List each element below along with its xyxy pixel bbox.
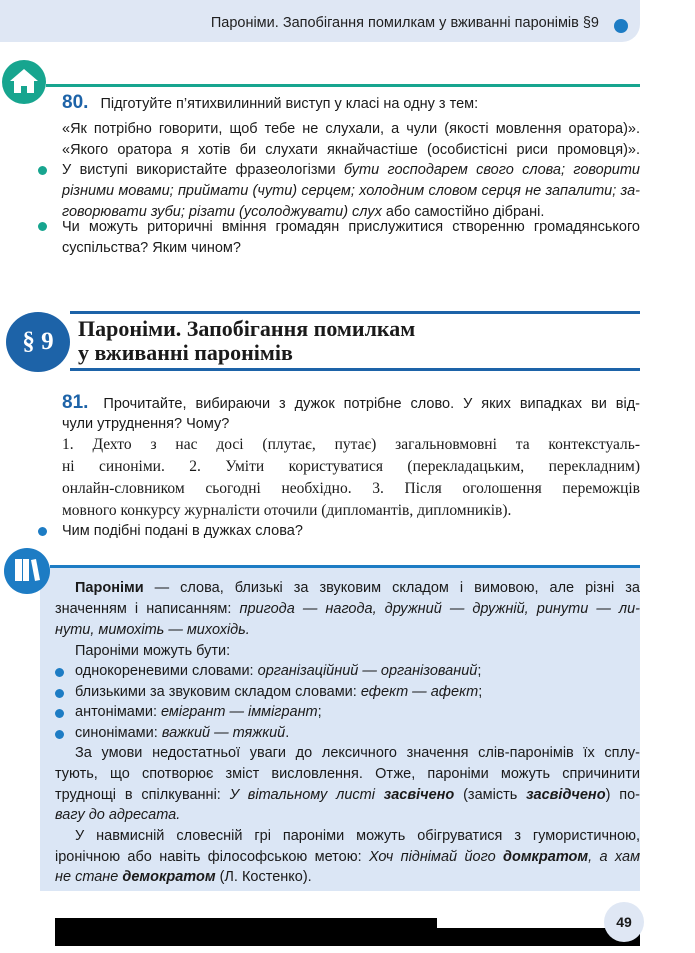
exercise-81-text-line-3: онлайн-словником сьогодні необхідно. 3. Після оголошення переможців bbox=[62, 480, 640, 497]
bullet-icon bbox=[38, 527, 47, 536]
theory-list-item: синонімами: важкий — тяжкий. bbox=[75, 725, 290, 741]
header-dot-icon bbox=[614, 19, 628, 33]
footer-bar bbox=[55, 918, 437, 946]
theory-p3-line-2: іронічною або навіть філософською метою: Хоч піднімай його домкратом, а хам bbox=[55, 849, 641, 865]
exercise-80-bullet-1-line-1: У виступі використайте фразеологізми бути господарем свого слова; говорити bbox=[62, 162, 640, 178]
exercise-number: 81. bbox=[62, 392, 89, 413]
section-rule-bottom bbox=[70, 368, 640, 371]
bullet-icon bbox=[55, 668, 64, 677]
home-icon bbox=[2, 60, 46, 104]
theory-p3-line-1: У навмисній словесній грі пароніми можуть обігруватися з гумористичною, bbox=[75, 828, 640, 844]
section-title bbox=[78, 317, 415, 365]
theory-definition-line-3: нути, мимохіть — михохідь. bbox=[55, 622, 250, 638]
exercise-number: 80. bbox=[62, 92, 89, 113]
theory-p3-line-3: не стане демократом (Л. Костенко). bbox=[55, 869, 312, 885]
page-number: 49 bbox=[604, 902, 644, 942]
exercise-81-header: 81. Прочитайте, вибираючи з дужок потрібне слово. У яких випадках ви від- bbox=[62, 392, 640, 413]
theory-p2-line-2: тують, що спотворює зміст висловлення. Отже, пароніми можуть спричинити bbox=[55, 766, 640, 782]
theory-p2-line-3: труднощі в спілкуванні: У вітальному листі засвічено (замість засвідчено) по- bbox=[55, 787, 640, 803]
theory-p2-line-1: За умови недостатньої уваги до лексичного значення слів-паронімів їх сплу- bbox=[75, 745, 640, 761]
theory-definition-line-1: Пароніми — слова, близькі за звуковим складом і вимовою, але різні за bbox=[75, 580, 640, 596]
exercise-80-bullet-1-line-2: різними мовами; приймати (чути) серцем; холодним словом серця не запалити; за- bbox=[62, 183, 640, 199]
exercise-80-bullet-2-line-2: суспільства? Яким чином? bbox=[62, 240, 241, 256]
bullet-icon bbox=[55, 689, 64, 698]
bullet-icon bbox=[38, 222, 47, 231]
section-title-line-1: Пароніми. Запобігання помилкам bbox=[78, 316, 416, 341]
exercise-81-text-line-1: 1. Дехто з нас досі (плутає, путає) загальновмовні та контекстуаль- bbox=[62, 436, 640, 453]
theory-list-item: близькими за звуковим складом словами: ефект — афект; bbox=[75, 684, 483, 700]
exercise-80-topic-2: «Якого оратора я хотів би слухати якнайчастіше (особистісні риси промовця)». bbox=[62, 142, 640, 158]
theory-definition-line-2: значенням і написанням: пригода — нагода, дружний — дружній, ринути — ли- bbox=[55, 601, 640, 617]
exercise-81-task-line-2: чули утруднення? Чому? bbox=[62, 416, 230, 432]
theory-can-be: Пароніми можуть бути: bbox=[75, 643, 231, 659]
bullet-icon bbox=[38, 166, 47, 175]
exercise-81-question: Чим подібні подані в дужках слова? bbox=[62, 523, 303, 539]
exercise-80-header bbox=[62, 92, 640, 115]
exercise-81-text-line-4: мовного конкурсу журналісти оточили (дипломантів, дипломників). bbox=[62, 502, 512, 519]
exercise-81-text-line-2: ні синоніми. 2. Уміти користуватися (перекладацьким, перекладним) bbox=[62, 458, 640, 475]
exercise-80-bullet-1-line-3: говорювати зуби; різати (усолоджувати) слух або самостійно дібрані. bbox=[62, 204, 545, 220]
exercise-80-topic-1: «Як потрібно говорити, щоб тебе не слухали, а чули (якості мовлення оратора)». bbox=[62, 121, 640, 137]
theory-p2-line-4: вагу до адресата. bbox=[55, 807, 181, 823]
exercise-80-rule bbox=[46, 84, 640, 87]
section-badge: § 9 bbox=[6, 312, 70, 372]
bullet-icon bbox=[55, 730, 64, 739]
bullet-icon bbox=[55, 709, 64, 718]
section-title-line-2: у вживанні паронімів bbox=[78, 340, 293, 365]
exercise-80-bullet-2-line-1: Чи можуть риторичні вміння громадян прислужитися створенню громадянського bbox=[62, 219, 640, 235]
section-rule-top bbox=[70, 311, 640, 314]
theory-list-item: однокореневими словами: організаційний — організований; bbox=[75, 663, 482, 679]
exercise-task: Підготуйте п’ятихвилинний виступ у класі на одну з тем: bbox=[100, 96, 479, 112]
theory-rule bbox=[50, 565, 640, 568]
running-title: Пароніми. Запобігання помилкам у вживанні паронімів §9 bbox=[210, 15, 599, 31]
dictionary-icon bbox=[4, 548, 50, 594]
theory-list-item: антонімами: емігрант — іммігрант; bbox=[75, 704, 322, 720]
